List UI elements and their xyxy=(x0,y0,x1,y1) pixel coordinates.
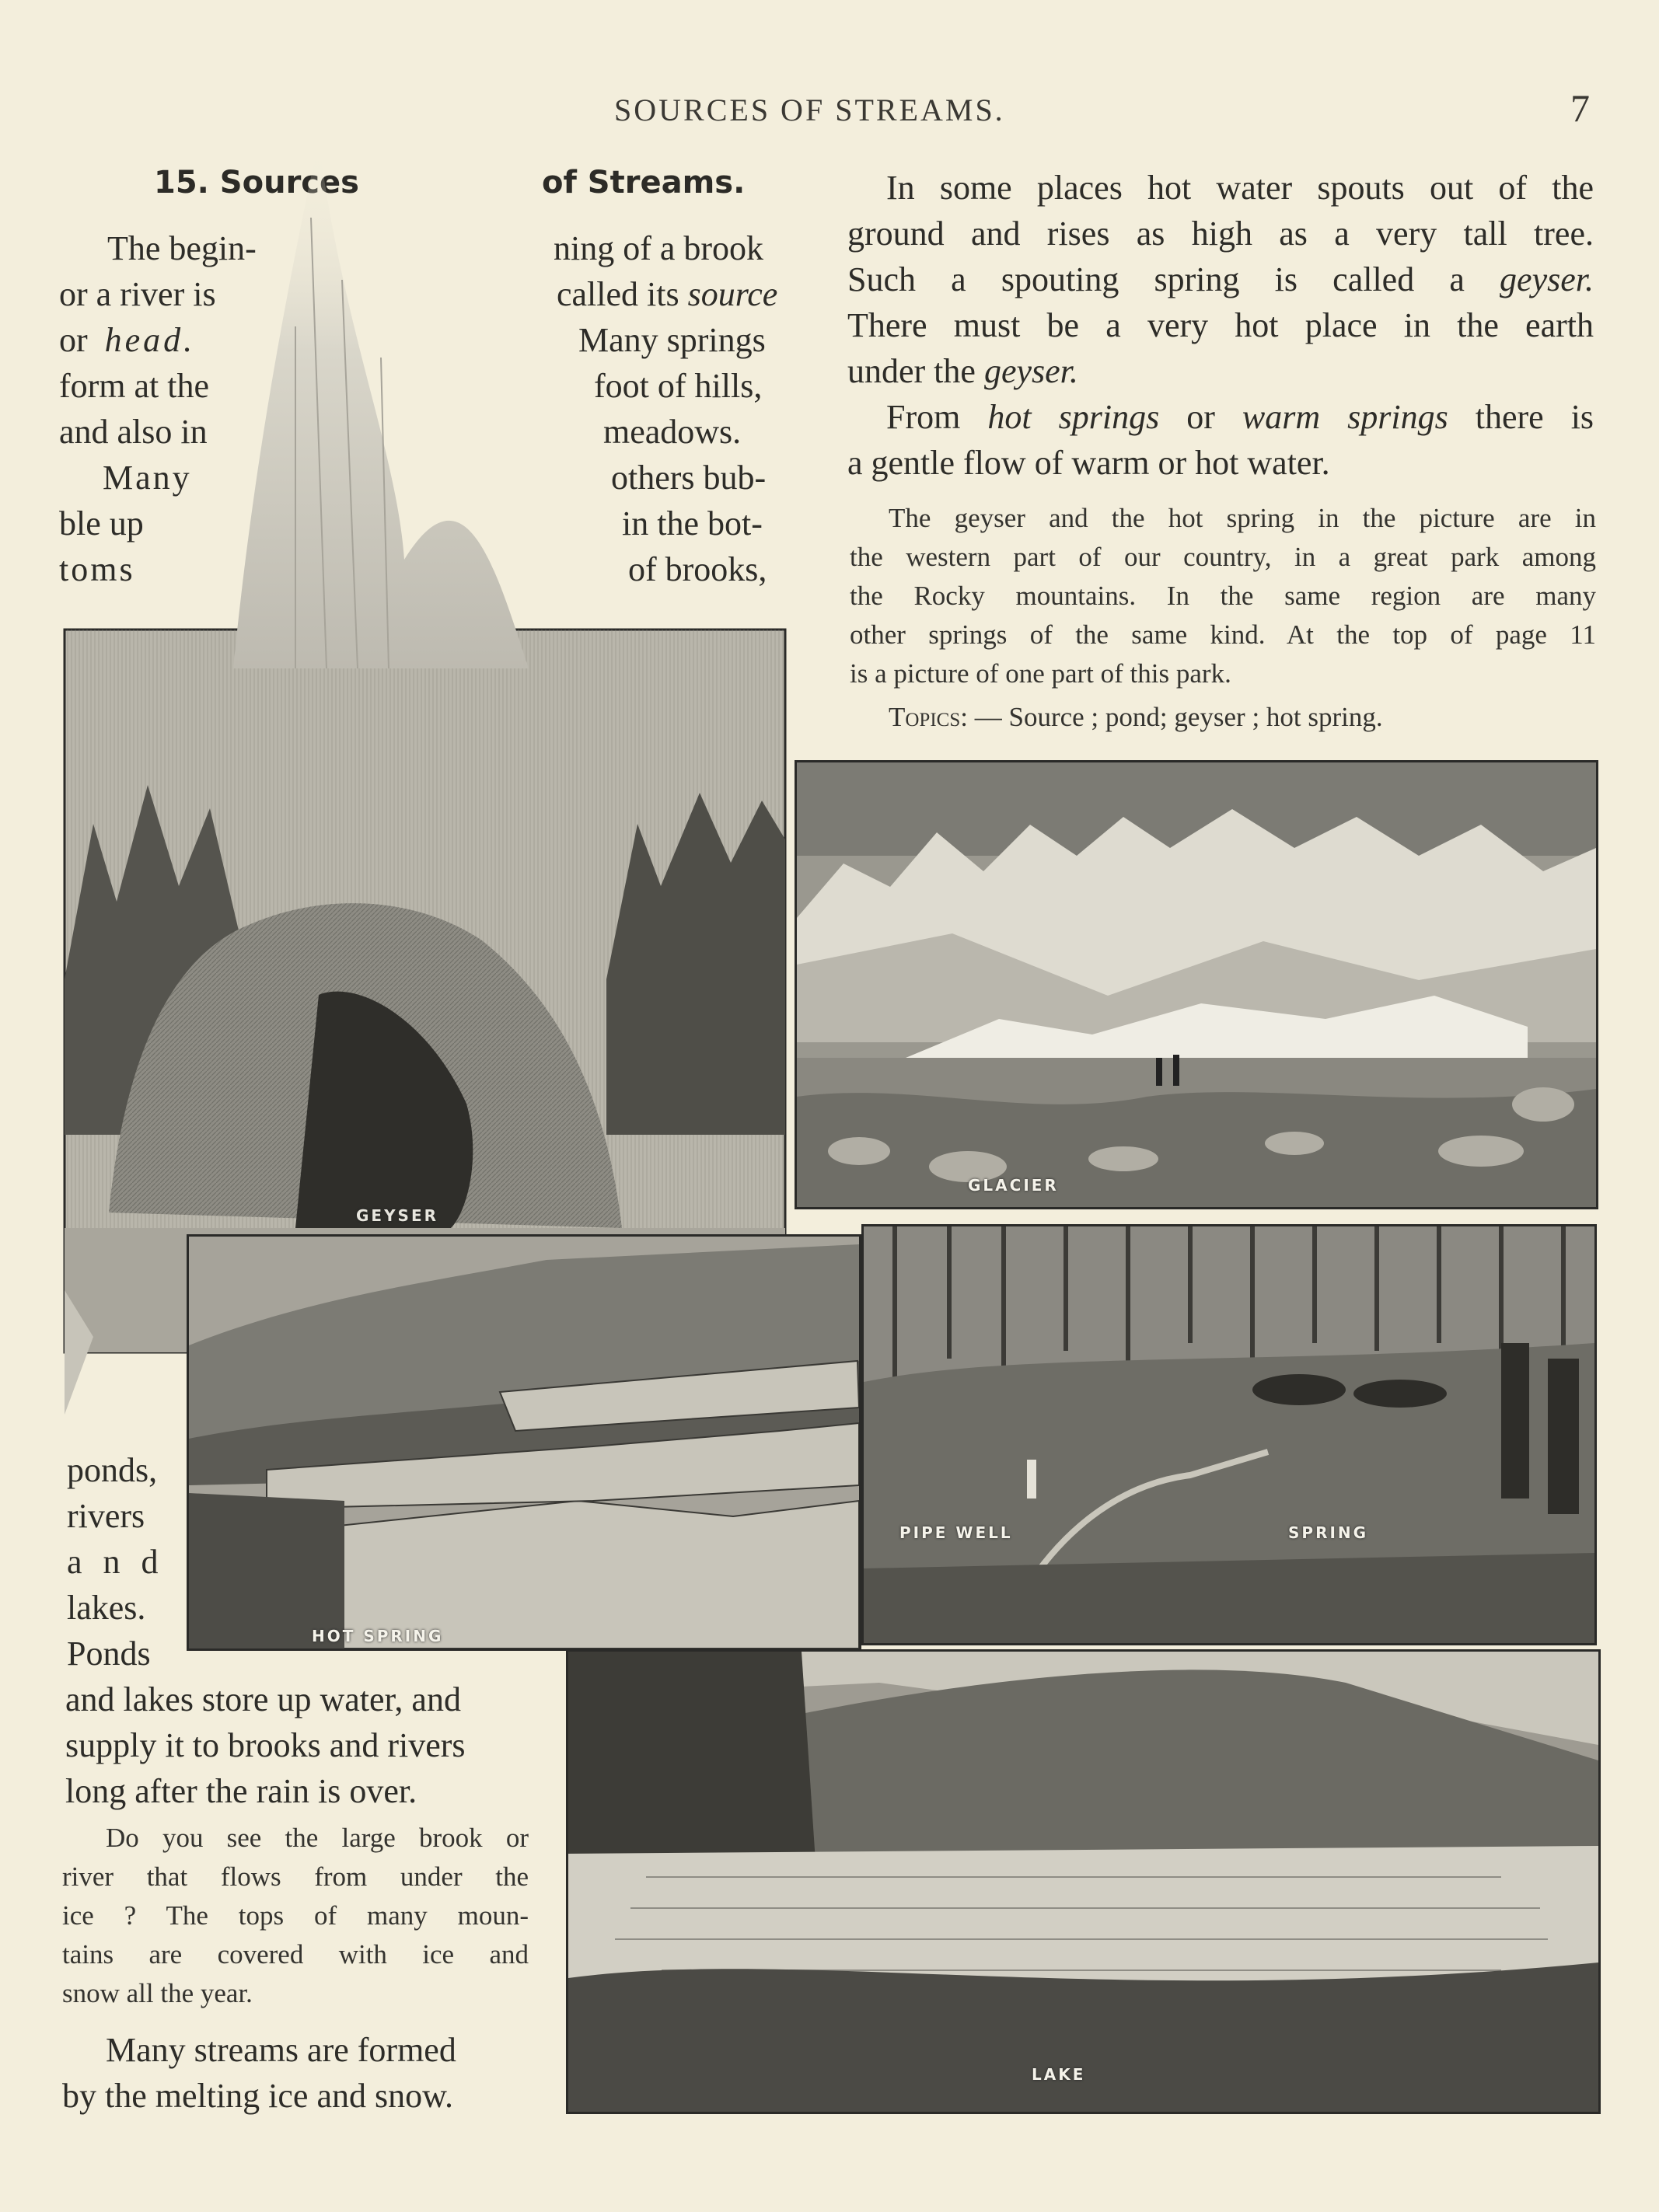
text-fragment: there is xyxy=(1475,398,1594,436)
glacier-question xyxy=(62,1819,529,2013)
text-line: supply it to brooks and rivers xyxy=(65,1726,466,1764)
italic-term-hot-springs: hot springs xyxy=(987,398,1160,436)
text-fragment: under the xyxy=(847,352,976,390)
text-line: long after the rain is over. xyxy=(65,1772,417,1810)
pipe-well-caption: PIPE WELL xyxy=(899,1523,1013,1542)
section-number: 15. xyxy=(154,165,209,201)
text-line xyxy=(847,394,1594,440)
hot-spring-illustration xyxy=(187,1234,861,1651)
italic-term-geyser: geyser. xyxy=(983,352,1078,390)
running-title: SOURCES OF STREAMS. xyxy=(614,92,1005,127)
section-title-continued: of Streams. xyxy=(542,165,746,201)
page-number: 7 xyxy=(1570,86,1590,130)
text-fragment: called its xyxy=(557,275,679,313)
text-line: is a picture of one part of this park. xyxy=(850,658,1231,689)
text-line: The geyser and the hot spring in the picture are in xyxy=(889,503,1596,533)
text-line: snow all the year. xyxy=(62,1978,253,2008)
glacier-illustration xyxy=(795,760,1598,1209)
text-line: foot of hills, xyxy=(594,367,763,405)
topics-line xyxy=(850,698,1596,737)
text-fragment: or xyxy=(59,321,88,359)
geyser-caption: GEYSER xyxy=(356,1206,439,1225)
text-line: form at the xyxy=(59,367,210,405)
text-line: ground and rises as high as a very tall tree. xyxy=(847,215,1594,253)
italic-term-head: head. xyxy=(104,321,196,359)
text-fragment: From xyxy=(886,398,961,436)
glacier-caption: GLACIER xyxy=(968,1176,1059,1195)
topics-list: : — Source ; pond; geyser ; hot spring. xyxy=(960,702,1383,732)
text-line xyxy=(557,271,777,317)
text-line: the Rocky mountains. In the same region are many xyxy=(850,581,1596,611)
topics-label: Topics xyxy=(889,702,961,732)
hot-spring-caption: HOT SPRING xyxy=(312,1627,444,1645)
text-line: ice ? The tops of many moun- xyxy=(62,1900,529,1931)
text-line: lakes. xyxy=(67,1589,146,1627)
italic-term-warm-springs: warm springs xyxy=(1242,398,1448,436)
spring-illustration xyxy=(861,1224,1597,1645)
text-line: rivers xyxy=(67,1497,145,1535)
text-line: ning of a brook xyxy=(554,229,764,267)
text-line: the western part of our country, in a great park among xyxy=(850,542,1596,572)
ponds-fragment xyxy=(67,1447,191,1676)
text-line: There must be a very hot place in the earth xyxy=(847,306,1594,344)
text-line: and also in xyxy=(59,413,208,451)
text-line: of brooks, xyxy=(628,550,767,588)
text-line: and lakes store up water, and xyxy=(65,1680,461,1718)
intro-left-fragment xyxy=(59,225,292,598)
lake-caption: LAKE xyxy=(1032,2065,1086,2084)
text-line: a n d xyxy=(67,1543,165,1581)
text-line: ponds, xyxy=(67,1451,158,1489)
text-line: meadows. xyxy=(603,413,742,451)
text-line: river that flows from under the xyxy=(62,1861,529,1892)
text-line: Many streams are formed xyxy=(106,2031,456,2069)
spring-caption: SPRING xyxy=(1288,1523,1369,1542)
text-line: toms xyxy=(59,550,135,588)
section-title: Sources xyxy=(219,165,359,201)
text-line: Many springs xyxy=(578,321,766,359)
text-line: In some places hot water spouts out of the xyxy=(886,169,1594,207)
text-line: ble up xyxy=(59,504,144,543)
ponds-paragraph xyxy=(65,1676,532,1814)
text-line: a gentle flow of warm or hot water. xyxy=(847,444,1330,482)
italic-term-source: source xyxy=(687,275,778,313)
text-fragment: Such a spouting spring is called a xyxy=(847,260,1465,298)
intro-right-fragment xyxy=(544,225,812,598)
text-line: by the melting ice and snow. xyxy=(62,2077,454,2115)
text-line: Many xyxy=(103,459,192,497)
text-line: The begin- xyxy=(107,229,257,267)
lake-illustration xyxy=(566,1649,1601,2114)
text-line: others bub- xyxy=(611,459,767,497)
text-line xyxy=(59,317,195,363)
text-fragment: or xyxy=(1186,398,1215,436)
text-line: Do you see the large brook or xyxy=(106,1823,529,1853)
right-column-text xyxy=(847,165,1594,486)
right-small-note xyxy=(850,499,1596,737)
text-line: Ponds xyxy=(67,1635,151,1673)
italic-term-geyser: geyser. xyxy=(1500,260,1594,298)
text-line xyxy=(847,348,1594,394)
text-line: in the bot- xyxy=(622,504,763,543)
melting-paragraph xyxy=(62,2027,536,2119)
text-line: other springs of the same kind. At the top of page 11 xyxy=(850,619,1596,650)
text-line xyxy=(847,256,1594,302)
text-line: or a river is xyxy=(59,275,216,313)
text-line: tains are covered with ice and xyxy=(62,1939,529,1970)
